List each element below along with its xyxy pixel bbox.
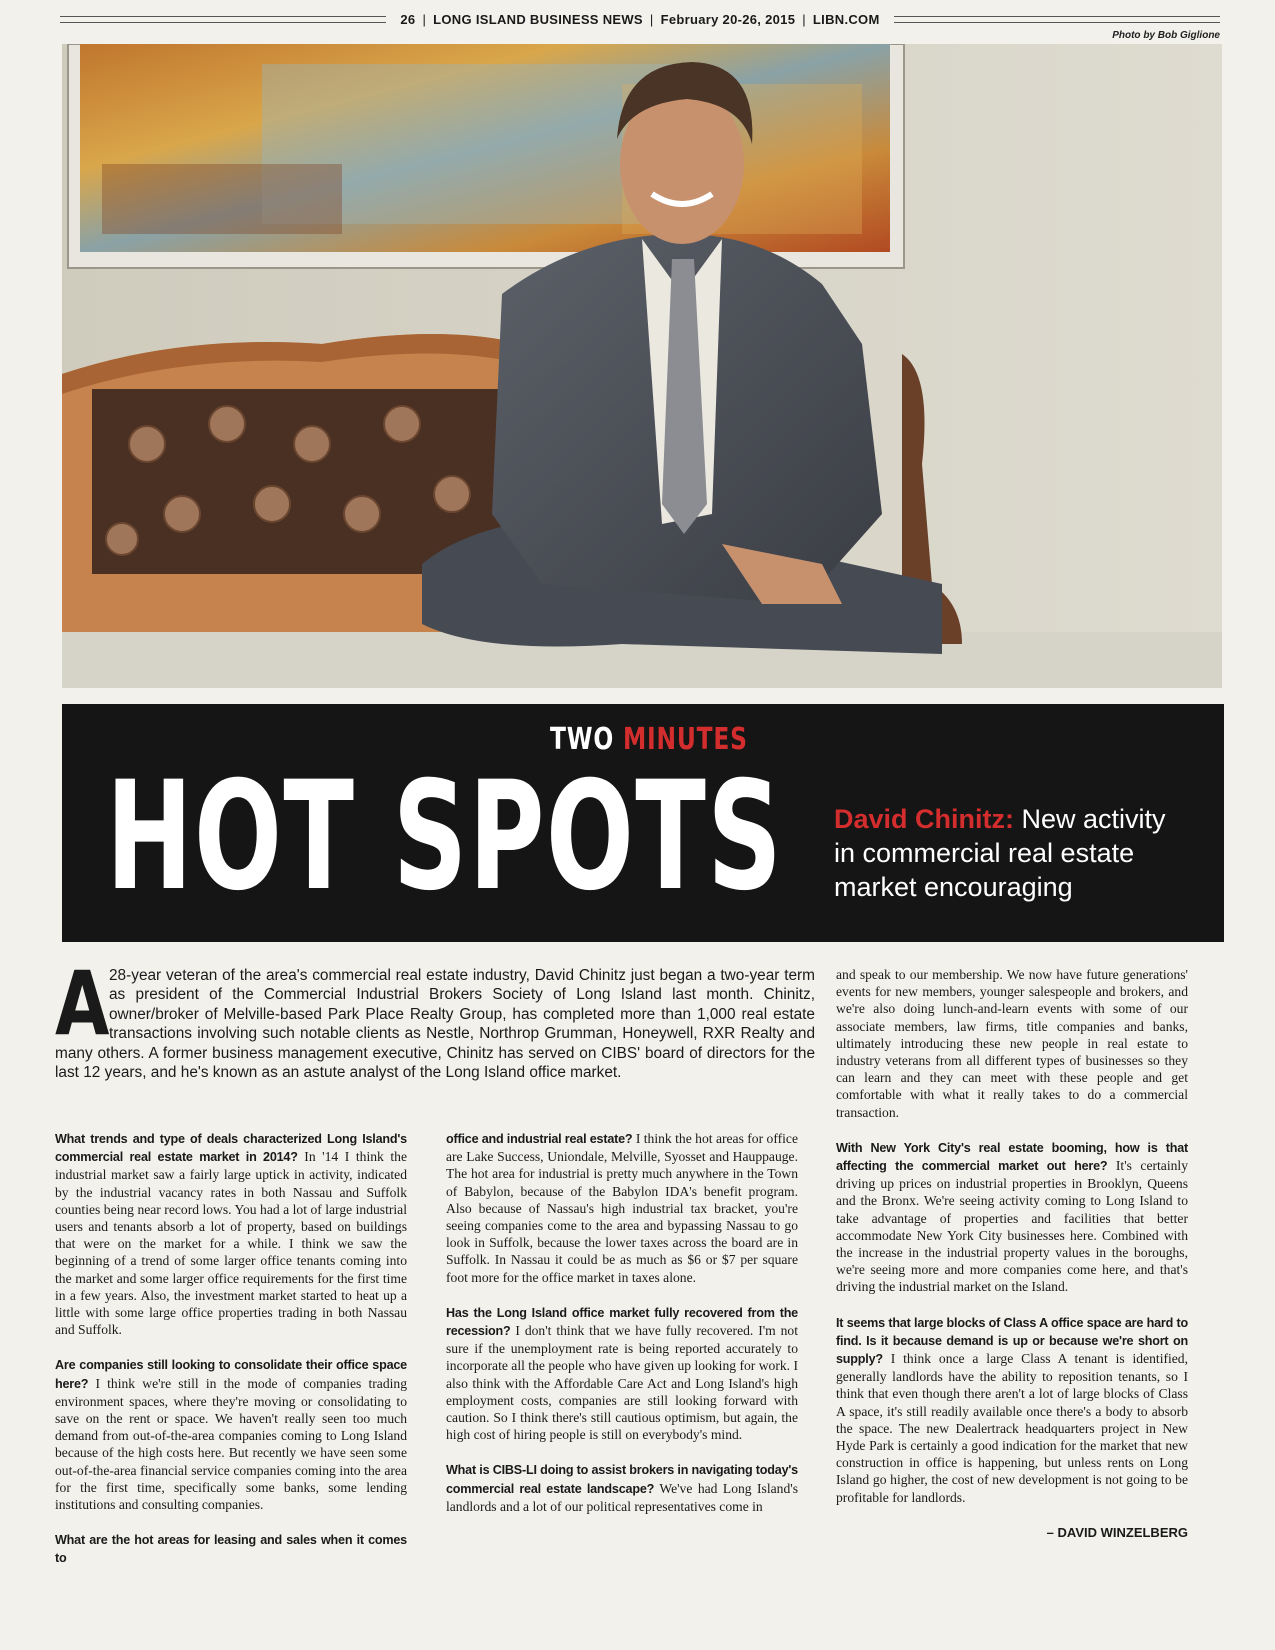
question: What is CIBS-LI doing to assist brokers in navigating today's commercial real estate landscape? bbox=[446, 1463, 798, 1496]
portrait-illustration bbox=[62, 44, 1222, 688]
question: Are companies still looking to consolidate their office space here? bbox=[55, 1358, 407, 1391]
folio-rule-left bbox=[60, 16, 386, 23]
answer: I think once a large Class A tenant is identified, generally landlords have the ability to reposition tenants, so I think that even though there aren't a lot of large blocks of Class A space, it's still readily available once there's a body to absorb the space. The new Dealertrack headquarters project in New Hyde Park is certainly a good indication for the market that new construction in office is happening, but unless rents on Long Island go higher, the cost of new development is not going to be profitable for landlords. bbox=[836, 1351, 1189, 1505]
drop-cap: A bbox=[55, 952, 110, 1055]
column-1 bbox=[55, 1130, 407, 1586]
qa-item bbox=[55, 1531, 407, 1567]
photo-credit: Photo by Bob Giglione bbox=[1112, 30, 1220, 41]
answer-continued: and speak to our membership. We now have future generations' events for new members, younger salespeople and brokers, and we're also doing lunch-and-learn events with some of our associate members, law firms, title companies and banks, ultimately introducing these new people in real estate to industry veterans from all different types of businesses so they can learn and they can meet with these people and get comfortable with what it really takes to do a commercial transaction. bbox=[836, 967, 1188, 1120]
answer: We've had Long Island's landlords and a lot of our political representatives come in bbox=[446, 1480, 798, 1514]
deck-text: New activity in commercial real estate market encouraging bbox=[834, 804, 1166, 902]
column-3 bbox=[836, 966, 1188, 1541]
column-2 bbox=[446, 1130, 798, 1533]
folio-date: February 20-26, 2015 bbox=[660, 11, 796, 27]
headline-banner bbox=[62, 704, 1224, 942]
folio-rule-right bbox=[894, 16, 1220, 23]
portrait-photo bbox=[62, 44, 1222, 688]
lede-text: 28-year veteran of the area's commercial real estate industry, David Chinitz just began a two-year term as president of the Commercial Industrial Brokers Society of Long Island last month. Chinitz, owner/broker of Melville-based Park Place Realty Group, has completed more than 1,000 real estate transactions involving such notable clients as Nestle, Northrop Grumman, Honeywell, RXR Realty and many others. A former business management executive, Chinitz has served on CIBS' board of directors for the last 12 years, and he's known as an astute analyst of the Long Island office market. bbox=[55, 967, 815, 1082]
answer: It's certainly driving up prices on industrial properties in Brooklyn, Queens and the Bronx. We're seeing activity coming to Long Island to take advantage of properties and facilities that better accommodate New York City businesses here. Combined with the increase in the industrial property values in the boroughs, we're seeing more and more companies come here, and that's driving the industrial market on the Island. bbox=[836, 1158, 1188, 1295]
question: What trends and type of deals characterized Long Island's commercial real estate market in 2014? bbox=[55, 1132, 407, 1165]
kicker-minutes: MINUTES bbox=[622, 722, 748, 757]
question: With New York City's real estate booming, how is that affecting the commercial market out here? bbox=[836, 1140, 1188, 1174]
qa-item bbox=[446, 1461, 798, 1515]
folio-text: 26 | LONG ISLAND BUSINESS NEWS | February 20-26, 2015 | LIBN.COM bbox=[400, 11, 880, 27]
headline: HOT SPOTS bbox=[106, 750, 784, 924]
folio-publication: LONG ISLAND BUSINESS NEWS bbox=[433, 11, 643, 27]
folio-page-number: 26 bbox=[400, 11, 416, 27]
qa-item bbox=[836, 1139, 1188, 1296]
answer: I don't think that we have fully recovered. I'm not sure if the unemployment rate is being reported accurately to incorporate all the people who have given up looking for work. I also think with the Affordable Care Act and Long Island's high employment costs, companies are still looking forward with caution. So I think there's still cautious optimism, but again, the high cost of hiring people is still on everybody's mind. bbox=[446, 1323, 799, 1443]
answer: I think the hot areas for office are Lake Success, Uniondale, Melville, Syosset and Hauppauge. The hot area for industrial is pretty much anywhere in the Town of Babylon, because of the Babylon IDA's benefit program. Also because of Nassau's high industrial tax bracket, you're seeing companies come to the area and bypassing Nassau to go look in Suffolk, because the lower taxes across the board are in Suffolk. In Nassau it could be as much as $6 or $7 per square foot more for the office market in taxes alone. bbox=[446, 1131, 798, 1285]
kicker-two: TWO bbox=[550, 722, 615, 757]
folio-line bbox=[60, 8, 1220, 30]
answer: In '14 I think the industrial market saw a fairly large uptick in activity, indicated by the industrial vacancy rates in both Nassau and Suffolk counties being near record lows. You had a lot of large industrial users and tenants absorb a lot of property, based on buildings that were on the market for a while. I think we saw the beginning of a trend of some larger office tenants coming into the market and some larger office requirements for the first time in a few years. Also, the investment market started to heat up a little with some large office properties trading in both Nassau and Suffolk. bbox=[55, 1149, 407, 1338]
deck bbox=[834, 802, 1194, 904]
question: office and industrial real estate? bbox=[446, 1132, 633, 1146]
qa-item bbox=[55, 1356, 407, 1513]
qa-item bbox=[55, 1130, 407, 1338]
qa-item bbox=[446, 1130, 798, 1286]
byline: – DAVID WINZELBERG bbox=[1046, 1524, 1188, 1540]
qa-item bbox=[446, 1304, 798, 1444]
lede-paragraph bbox=[55, 952, 815, 1082]
question: It seems that large blocks of Class A office space are hard to find. Is it because demand is up or because we're short on supply? bbox=[836, 1315, 1188, 1367]
folio-site: LIBN.COM bbox=[812, 11, 880, 27]
question: Has the Long Island office market fully recovered from the recession? bbox=[446, 1305, 798, 1339]
question: What are the hot areas for leasing and sales when it comes to bbox=[55, 1533, 407, 1566]
answer: I think we're still in the mode of companies trading environment spaces, where they're moving or consolidating to save on the rent or space. We haven't really seen too much demand from out-of-the-area companies coming to Long Island because of the high costs here. But recently we have seen some out-of-the-area financial service companies coming into the area for the first time, specifically some banks, some lending institutions and consulting companies. bbox=[55, 1375, 407, 1513]
deck-name: David Chinitz: bbox=[834, 804, 1014, 834]
qa-item bbox=[836, 1314, 1188, 1506]
